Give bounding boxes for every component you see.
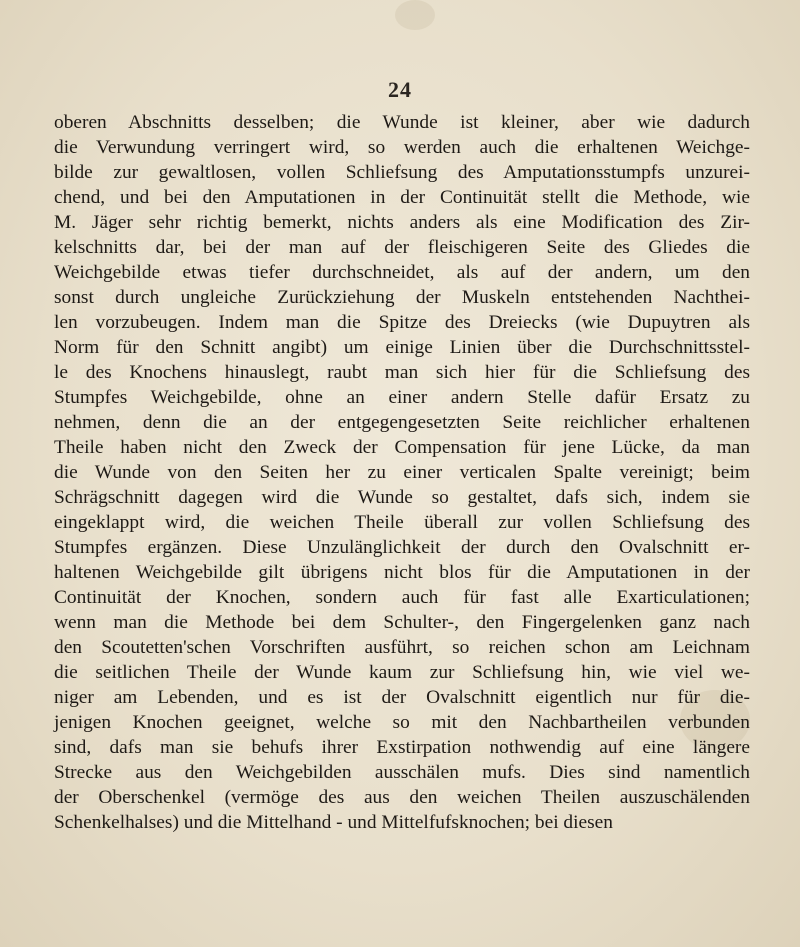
text-line: Schenkelhalses) und die Mittelhand - und Mittelfufsknochen; bei diesen [54,812,613,833]
text-line: M. Jäger sehr richtig bemerkt, nichts anders als eine Modification des Zir- [54,212,750,233]
text-line: Continuität der Knochen, sondern auch für fast alle Exarticulationen; [54,587,750,608]
text-line: die Verwundung verringert wird, so werden auch die erhaltenen Weichge- [54,137,750,158]
text-line: die Wunde von den Seiten her zu einer verticalen Spalte vereinigt; beim [54,462,750,483]
text-line: die seitlichen Theile der Wunde kaum zur Schliefsung hin, wie viel we- [54,662,750,683]
text-line: Schrägschnitt dagegen wird die Wunde so gestaltet, dafs sich, indem sie [54,487,750,508]
text-line: sonst durch ungleiche Zurückziehung der Muskeln entstehenden Nachthei- [54,287,750,308]
text-line: Theile haben nicht den Zweck der Compensation für jene Lücke, da man [54,437,750,458]
page-number: 24 [388,77,412,102]
text-line: bilde zur gewaltlosen, vollen Schliefsung des Amputationsstumpfs unzurei- [54,162,750,183]
text-line: der Oberschenkel (vermöge des aus den weichen Theilen auszuschälenden [54,787,750,808]
text-line: oberen Abschnitts desselben; die Wunde ist kleiner, aber wie dadurch [54,112,750,133]
text-line: kelschnitts dar, bei der man auf der fleischigeren Seite des Gliedes die [54,237,750,258]
text-line: sind, dafs man sie behufs ihrer Exstirpation nothwendig auf eine längere [54,737,750,758]
text-line: jenigen Knochen geeignet, welche so mit den Nachbartheilen verbunden [54,712,750,733]
text-line: len vorzubeugen. Indem man die Spitze des Dreiecks (wie Dupuytren als [54,312,750,333]
text-line: Stumpfes Weichgebilde, ohne an einer andern Stelle dafür Ersatz zu [54,387,750,408]
body-text [54,110,750,835]
text-line: nehmen, denn die an der entgegengesetzten Seite reichlicher erhaltenen [54,412,750,433]
text-line: chend, und bei den Amputationen in der Continuität stellt die Methode, wie [54,187,750,208]
text-line: Weichgebilde etwas tiefer durchschneidet, als auf der andern, um den [54,262,750,283]
text-line: eingeklappt wird, die weichen Theile überall zur vollen Schliefsung des [54,512,750,533]
text-line: wenn man die Methode bei dem Schulter-, den Fingergelenken ganz nach [54,612,750,633]
text-line: haltenen Weichgebilde gilt übrigens nicht blos für die Amputationen in der [54,562,750,583]
text-line: Strecke aus den Weichgebilden ausschälen mufs. Dies sind namentlich [54,762,750,783]
text-line: Norm für den Schnitt angibt) um einige Linien über die Durchschnittsstel- [54,337,750,358]
paper-stain [395,0,435,30]
text-line: niger am Lebenden, und es ist der Ovalschnitt eigentlich nur für die- [54,687,750,708]
text-line: den Scoutetten'schen Vorschriften ausführt, so reichen schon am Leichnam [54,637,750,658]
text-line: Stumpfes ergänzen. Diese Unzulänglichkeit der durch den Ovalschnitt er- [54,537,750,558]
text-line: le des Knochens hinauslegt, raubt man sich hier für die Schliefsung des [54,362,750,383]
